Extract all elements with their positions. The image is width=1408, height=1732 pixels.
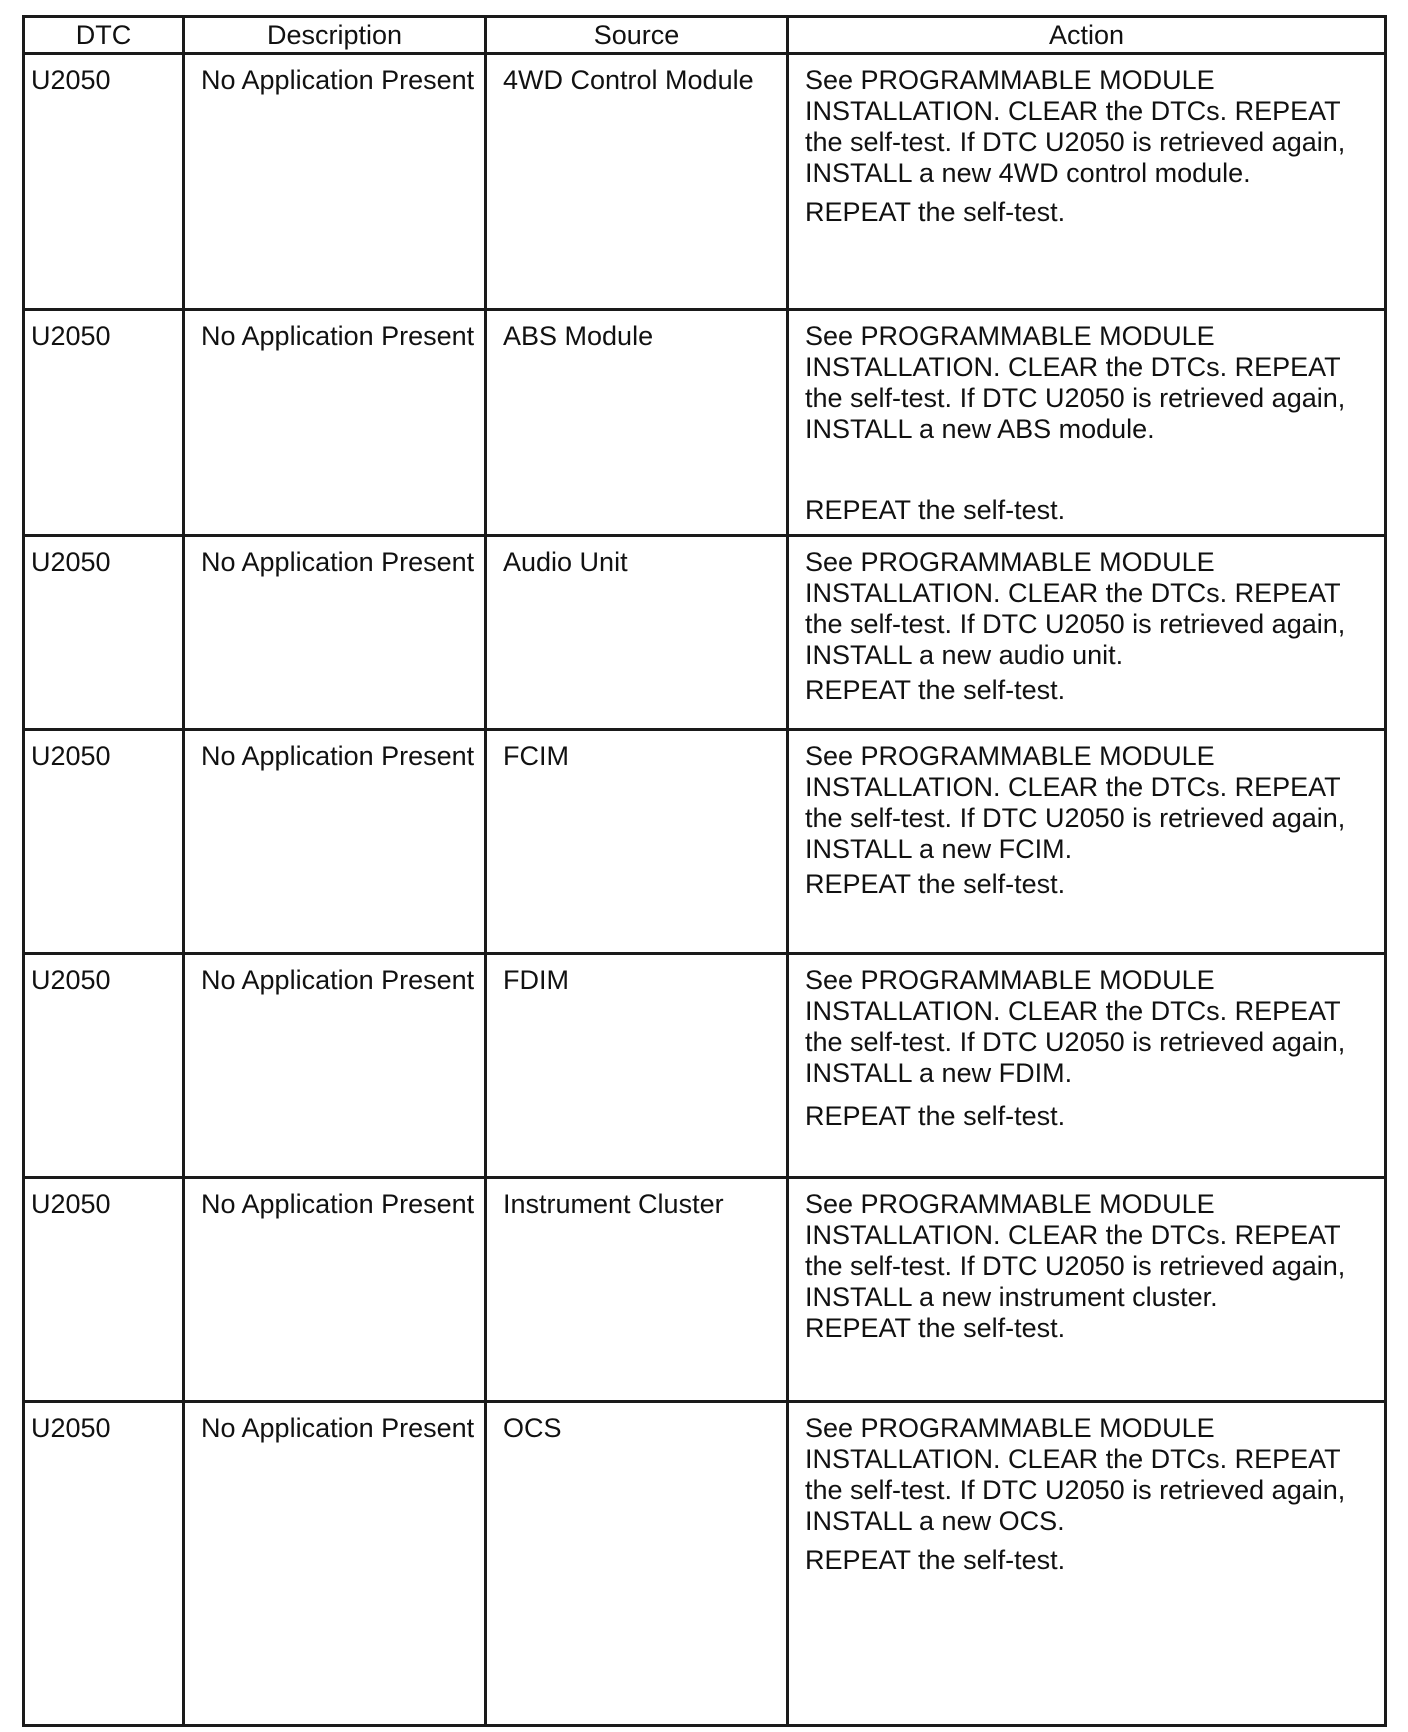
description-cell: No Application Present: [184, 730, 486, 954]
action-cell: [788, 954, 1386, 1178]
action-text: See PROGRAMMABLE MODULE INSTALLATION. CLEAR the DTCs. REPEAT the self-test. If DTC U2050 is retrieved again, INSTALL a new OCS.: [805, 1413, 1346, 1536]
description-cell: No Application Present: [184, 1178, 486, 1402]
action-repeat: REPEAT the self-test.: [805, 869, 1066, 899]
header-description: Description: [184, 17, 486, 54]
source-cell: OCS: [486, 1402, 788, 1726]
action-text: See PROGRAMMABLE MODULE INSTALLATION. CLEAR the DTCs. REPEAT the self-test. If DTC U2050 is retrieved again, INSTALL a new instrument cluster.: [805, 1189, 1346, 1312]
dtc-code: U2050: [24, 730, 184, 954]
header-action: Action: [788, 17, 1386, 54]
dtc-table: [22, 15, 1387, 1727]
action-text: See PROGRAMMABLE MODULE INSTALLATION. CLEAR the DTCs. REPEAT the self-test. If DTC U2050 is retrieved again, INSTALL a new FDIM.: [805, 965, 1346, 1088]
source-cell: Instrument Cluster: [486, 1178, 788, 1402]
action-repeat: REPEAT the self-test.: [805, 1313, 1066, 1343]
action-cell: [788, 730, 1386, 954]
action-repeat: REPEAT the self-test.: [805, 675, 1066, 705]
dtc-code: U2050: [24, 954, 184, 1178]
header-source: Source: [486, 17, 788, 54]
dtc-code: U2050: [24, 54, 184, 310]
header-row: [24, 17, 1386, 54]
action-cell: [788, 536, 1386, 730]
action-text: See PROGRAMMABLE MODULE INSTALLATION. CLEAR the DTCs. REPEAT the self-test. If DTC U2050 is retrieved again, INSTALL a new audio unit.: [805, 547, 1346, 670]
description-cell: No Application Present: [184, 1402, 486, 1726]
action-cell: [788, 310, 1386, 536]
table-header: [24, 17, 1386, 54]
action-repeat: REPEAT the self-test.: [805, 1101, 1066, 1131]
action-repeat: REPEAT the self-test.: [805, 197, 1066, 227]
table-body: [24, 54, 1386, 1726]
source-cell: Audio Unit: [486, 536, 788, 730]
dtc-code: U2050: [24, 1178, 184, 1402]
table-row: [24, 1402, 1386, 1726]
action-cell: [788, 1178, 1386, 1402]
source-cell: FDIM: [486, 954, 788, 1178]
source-cell: ABS Module: [486, 310, 788, 536]
description-cell: No Application Present: [184, 954, 486, 1178]
source-cell: FCIM: [486, 730, 788, 954]
action-repeat: REPEAT the self-test.: [805, 1545, 1066, 1575]
action-repeat: REPEAT the self-test.: [805, 495, 1066, 525]
description-cell: No Application Present: [184, 310, 486, 536]
description-cell: No Application Present: [184, 536, 486, 730]
table-row: [24, 536, 1386, 730]
dtc-code: U2050: [24, 536, 184, 730]
action-cell: [788, 1402, 1386, 1726]
action-cell: [788, 54, 1386, 310]
dtc-code: U2050: [24, 1402, 184, 1726]
action-text: See PROGRAMMABLE MODULE INSTALLATION. CLEAR the DTCs. REPEAT the self-test. If DTC U2050 is retrieved again, INSTALL a new ABS module.: [805, 321, 1346, 444]
table-row: [24, 954, 1386, 1178]
description-cell: No Application Present: [184, 54, 486, 310]
header-dtc: DTC: [24, 17, 184, 54]
action-text: See PROGRAMMABLE MODULE INSTALLATION. CLEAR the DTCs. REPEAT the self-test. If DTC U2050 is retrieved again, INSTALL a new FCIM.: [805, 741, 1346, 864]
dtc-code: U2050: [24, 310, 184, 536]
source-cell: 4WD Control Module: [486, 54, 788, 310]
table-row: [24, 54, 1386, 310]
table-row: [24, 1178, 1386, 1402]
action-text: See PROGRAMMABLE MODULE INSTALLATION. CLEAR the DTCs. REPEAT the self-test. If DTC U2050 is retrieved again, INSTALL a new 4WD control module.: [805, 65, 1346, 188]
table-row: [24, 310, 1386, 536]
table-row: [24, 730, 1386, 954]
